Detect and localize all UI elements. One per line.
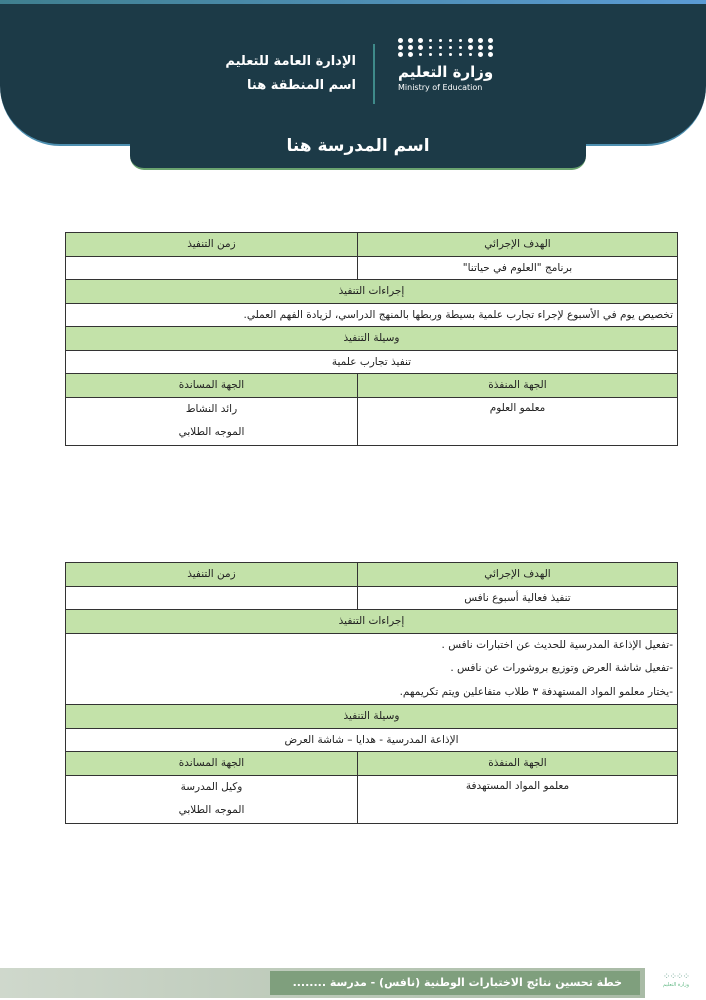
- logo-dot: [478, 38, 483, 43]
- time-value: [66, 256, 358, 280]
- means-value: تنفيذ تجارب علمية: [66, 350, 678, 374]
- means-header: وسيلة التنفيذ: [66, 327, 678, 351]
- region-name: اسم المنطقة هنا: [247, 78, 356, 93]
- logo-dot: [468, 38, 473, 43]
- admin-title: الإدارة العامة للتعليم: [225, 54, 356, 69]
- time-value: [66, 586, 358, 610]
- ministry-logo: [398, 38, 498, 92]
- logo-dot: [398, 52, 403, 57]
- support-header: الجهة المساندة: [66, 752, 358, 776]
- logo-dot: [449, 46, 452, 49]
- procedures-header: إجراءات التنفيذ: [66, 280, 678, 304]
- logo-dot: [468, 45, 473, 50]
- logo-dot: [429, 53, 432, 56]
- ministry-name-ar: وزارة التعليم: [398, 63, 494, 81]
- procedures-value: تخصيص يوم في الأسبوع لإجراء تجارب علمية بسيطة وربطها بالمنهج الدراسي، لزيادة الفهم العملي.: [66, 303, 678, 327]
- logo-dot: [459, 46, 462, 49]
- logo-dot: [408, 38, 413, 43]
- footer-logo: [656, 972, 696, 988]
- logo-dot: [408, 45, 413, 50]
- logo-dot: [418, 45, 423, 50]
- page-footer: [0, 968, 645, 998]
- logo-dot: [418, 38, 423, 43]
- logo-dot: [469, 53, 472, 56]
- footer-logo-text: وزارة التعليم: [662, 982, 690, 988]
- ministry-name-en: Ministry of Education: [398, 83, 483, 92]
- logo-dot: [459, 39, 462, 42]
- header-divider: [373, 44, 375, 104]
- logo-dot: [478, 45, 483, 50]
- admin-block: [196, 50, 356, 98]
- logo-dot: [408, 52, 413, 57]
- procedure-item: -تفعيل شاشة العرض وتوزيع بروشورات عن نافس .: [450, 662, 673, 674]
- logo-dot: [459, 53, 462, 56]
- support-value: [66, 775, 358, 823]
- footer-title: خطة تحسين نتائج الاختبارات الوطنية (نافس) - مدرسة ........: [270, 971, 640, 995]
- footer-logo-dots-icon: ⁘⁘⁘⁘: [662, 972, 690, 982]
- support-item: وكيل المدرسة: [180, 781, 243, 793]
- support-item: الموجه الطلابي: [178, 804, 245, 816]
- goal-header: الهدف الإجرائي: [358, 233, 678, 257]
- page-header: [0, 4, 706, 146]
- time-header: زمن التنفيذ: [66, 563, 358, 587]
- plan-table-1: [65, 232, 678, 446]
- logo-dot: [398, 38, 403, 43]
- procedures-header: إجراءات التنفيذ: [66, 610, 678, 634]
- support-header: الجهة المساندة: [66, 374, 358, 398]
- means-value: الإذاعة المدرسية - هدايا – شاشة العرض: [66, 728, 678, 752]
- logo-dot: [398, 45, 403, 50]
- procedure-item: -يختار معلمو المواد المستهدفة ٣ طلاب متفاعلين ويتم تكريمهم.: [399, 685, 673, 698]
- time-header: زمن التنفيذ: [66, 233, 358, 257]
- support-item: رائد النشاط: [185, 403, 238, 415]
- logo-dots-icon: [398, 38, 498, 57]
- logo-dot: [429, 39, 432, 42]
- support-item: الموجه الطلابي: [178, 426, 245, 438]
- executor-value: معلمو المواد المستهدفة: [358, 775, 678, 823]
- procedures-value: [66, 633, 678, 705]
- executor-header: الجهة المنفذة: [358, 752, 678, 776]
- logo-dot: [439, 53, 442, 56]
- school-name-banner: اسم المدرسة هنا: [130, 126, 586, 170]
- logo-dot: [488, 45, 493, 50]
- support-value: [66, 397, 358, 445]
- logo-dot: [488, 52, 493, 57]
- goal-value: تنفيذ فعالية أسبوع نافس: [358, 586, 678, 610]
- procedure-item: -تفعيل الإذاعة المدرسية للحديث عن اختبارات نافس .: [441, 638, 673, 651]
- goal-value: برنامج "العلوم في حياتنا": [358, 256, 678, 280]
- logo-dot: [449, 53, 452, 56]
- executor-value: معلمو العلوم: [358, 397, 678, 445]
- plan-table-2: [65, 562, 678, 824]
- executor-header: الجهة المنفذة: [358, 374, 678, 398]
- logo-dot: [429, 46, 432, 49]
- logo-dot: [419, 53, 422, 56]
- logo-dot: [488, 38, 493, 43]
- logo-dot: [439, 39, 442, 42]
- goal-header: الهدف الإجرائي: [358, 563, 678, 587]
- means-header: وسيلة التنفيذ: [66, 705, 678, 729]
- logo-dot: [439, 46, 442, 49]
- logo-dot: [478, 52, 483, 57]
- logo-dot: [449, 39, 452, 42]
